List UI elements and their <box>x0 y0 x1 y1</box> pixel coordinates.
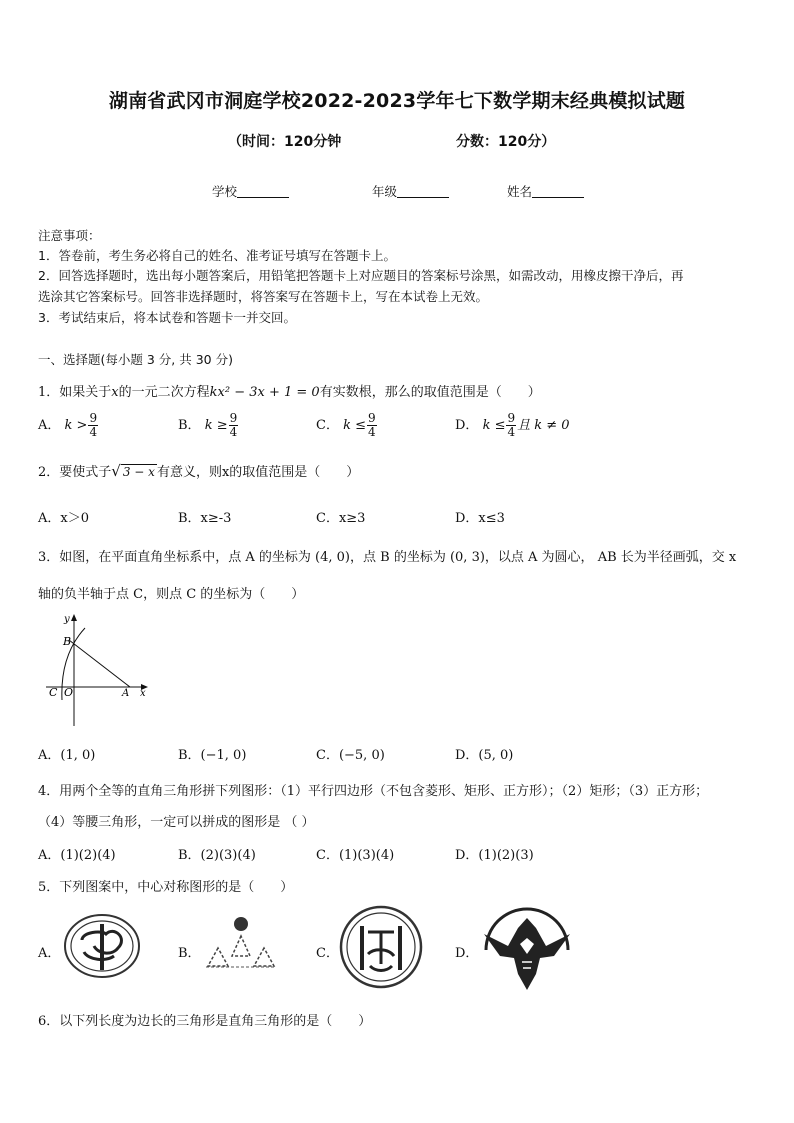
q3-option-b[interactable]: B．(−1, 0) <box>178 748 247 763</box>
q5-option-d[interactable]: D． <box>455 946 479 961</box>
school-field[interactable] <box>212 182 289 200</box>
name-field[interactable] <box>507 182 584 200</box>
question-3-line1: 3．如图，在平面直角坐标系中，点 A 的坐标为 (4, 0)，点 B 的坐标为 (0, 3)，以点 A 为圆心， AB 长为半径画弧，交 x <box>38 550 737 565</box>
q2-option-c[interactable]: C．x≥3 <box>316 511 366 526</box>
question-4-line2: （4）等腰三角形，一定可以拼成的图形是 （ ） <box>38 815 315 830</box>
label-a: A <box>122 688 130 699</box>
q1-option-a[interactable]: A． k > $\frac{9}{4}$ <box>38 411 98 439</box>
segment-ab <box>69 640 130 687</box>
question-4-line1: 4．用两个全等的直角三角形拼下列图形：（1）平行四边形（不包含菱形、矩形、正方形）；（2）矩形；（3）正方形； <box>38 784 709 799</box>
q3-option-c[interactable]: C．(−5, 0) <box>316 748 385 763</box>
page-title: 湖南省武冈市洞庭学校2022-2023学年七下数学期末经典模拟试题 <box>108 90 686 112</box>
q5-figure-b-triangles <box>202 912 280 972</box>
note-item: 选涂其它答案标号。回答非选择题时，将答案写在答题卡上，写在本试卷上无效。 <box>38 289 489 304</box>
q2-option-d[interactable]: D．x≤3 <box>455 511 505 526</box>
question-3-line2: 轴的负半轴于点 C，则点 C 的坐标为（ ） <box>38 587 305 602</box>
q5-figure-d-bird <box>478 904 576 994</box>
notes-heading: 注意事项： <box>38 228 101 243</box>
q4-option-b[interactable]: B．(2)(3)(4) <box>178 848 256 863</box>
exam-score: 分数：120分） <box>456 134 556 150</box>
q5-option-a[interactable]: A． <box>38 946 61 961</box>
label-c: C <box>49 686 58 699</box>
grade-label: 年级 <box>372 184 398 199</box>
label-x: x <box>140 688 146 699</box>
label-o: O <box>64 686 74 699</box>
name-label: 姓名 <box>507 184 533 199</box>
exam-time: （时间：120分钟 <box>228 134 342 150</box>
q3-coordinate-figure <box>40 610 165 728</box>
grade-field[interactable] <box>372 182 449 200</box>
q2-option-a[interactable]: A．x＞0 <box>38 511 89 526</box>
q3-option-a[interactable]: A．(1, 0) <box>38 748 96 763</box>
q5-option-c[interactable]: C． <box>316 946 339 961</box>
q1-option-d[interactable]: D． k ≤ $\frac{9}{4}$ 且 k ≠ 0 <box>455 411 570 439</box>
q4-option-a[interactable]: A．(1)(2)(4) <box>38 848 116 863</box>
note-item: 2．回答选择题时，选出每小题答案后，用铅笔把答题卡上对应题目的答案标号涂黑，如需改动，用橡皮擦干净后，再 <box>38 268 684 283</box>
note-item: 1．答卷前，考生务必将自己的姓名、准考证号填写在答题卡上。 <box>38 248 396 263</box>
school-label: 学校 <box>212 184 238 199</box>
name-blank[interactable] <box>532 185 584 198</box>
q4-option-d[interactable]: D．(1)(2)(3) <box>455 848 534 863</box>
q3-option-d[interactable]: D．(5, 0) <box>455 748 514 763</box>
school-blank[interactable] <box>237 185 289 198</box>
q2-option-b[interactable]: B．x≥-3 <box>178 511 232 526</box>
q1-option-b[interactable]: B． k ≥ $\frac{9}{4}$ <box>178 411 238 439</box>
question-5: 5．下列图案中，中心对称图形的是（ ） <box>38 880 294 895</box>
y-axis-arrow <box>71 614 77 621</box>
label-y: y <box>64 614 70 625</box>
question-1: 1．如果关于x的一元二次方程kx² − 3x + 1 = 0有实数根，那么的取值范围是（ ） <box>38 385 541 400</box>
grade-blank[interactable] <box>397 185 449 198</box>
question-2: 2．要使式子√ 3 − x 有意义，则x的取值范围是（ ） <box>38 462 360 480</box>
q5-figure-a-emblem <box>62 912 142 980</box>
q5-figure-c-seal <box>338 904 424 990</box>
q4-option-c[interactable]: C．(1)(3)(4) <box>316 848 395 863</box>
note-item: 3．考试结束后，将本试卷和答题卡一并交回。 <box>38 310 296 325</box>
q1-option-c[interactable]: C． k ≤ $\frac{9}{4}$ <box>316 411 376 439</box>
q5-option-b[interactable]: B． <box>178 946 201 961</box>
section-heading: 一、选择题(每小题 3 分, 共 30 分) <box>38 352 233 367</box>
question-6: 6．以下列长度为边长的三角形是直角三角形的是（ ） <box>38 1014 372 1029</box>
label-b: B <box>63 635 72 648</box>
